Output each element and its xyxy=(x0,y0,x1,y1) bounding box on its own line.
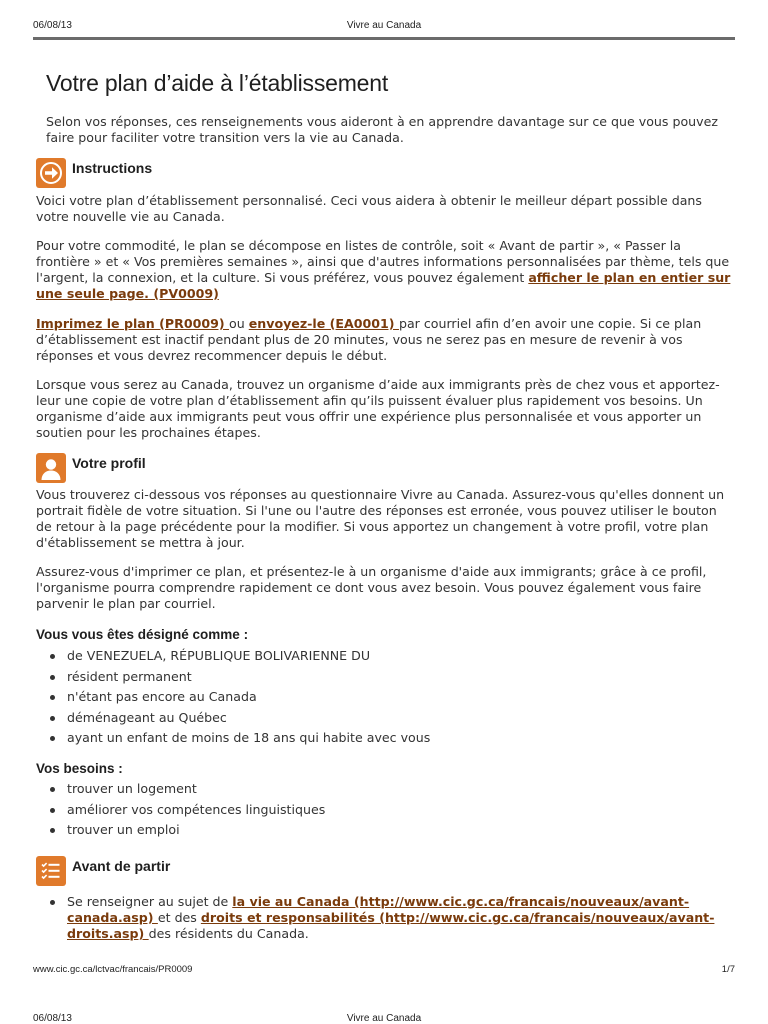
list-item-text: n'étant pas encore au Canada xyxy=(67,689,257,704)
before-leaving-title: Avant de partir xyxy=(72,858,171,874)
list-item xyxy=(36,669,736,690)
list-item xyxy=(36,781,736,802)
print-header xyxy=(0,0,768,36)
needs-list xyxy=(36,781,736,843)
print-title: Vivre au Canada xyxy=(346,20,422,31)
print-plan-link[interactable]: Imprimez le plan (PR0009) xyxy=(36,316,230,331)
list-item xyxy=(36,822,736,843)
print-footer xyxy=(33,964,735,975)
header-divider xyxy=(33,37,735,40)
list-item-text: des résidents du Canada. xyxy=(148,926,309,941)
next-page-title: Vivre au Canada xyxy=(346,1013,422,1024)
list-item xyxy=(36,802,736,823)
bullet-icon xyxy=(50,808,55,813)
list-item xyxy=(36,648,736,669)
bullet-icon xyxy=(50,716,55,721)
page-title: Votre plan d’aide à l’établissement xyxy=(46,70,389,96)
life-in-canada-link[interactable]: la vie au Canada (http://www.cic.gc.ca/francais/nouveaux/avant-canada.asp) xyxy=(67,894,690,925)
bullet-icon xyxy=(50,828,55,833)
list-item-text: et des xyxy=(157,910,201,925)
intro-text: Selon vos réponses, ces renseignements vous aideront à en apprendre davantage sur ce que vous pouvez faire pour faciliter votre transition vers la vie au Canada. xyxy=(46,114,718,145)
instructions-paragraph-4: Lorsque vous serez au Canada, trouvez un organisme d’aide aux immigrants près de chez vous et apportez-leur une copie de votre plan d’établissement afin qu’ils puissent évaluer plus rapidement vos besoins. Un organisme d’aide aux immigrants peut vous offrir une expérience plus personnalisée et vous apporter un soutien pour les prochaines étapes. xyxy=(36,377,720,440)
instructions-paragraph-2-text: Pour votre commodité, le plan se décompose en listes de contrôle, soit « Avant de partir », « Passer la frontière » et « Vos premières semaines », ainsi que d'autres informations personnalisées par thème, tels que l'argent, la connexion, et la culture. Si vous préférez, vous pouvez également xyxy=(36,238,730,285)
before-leaving-list xyxy=(36,894,736,942)
profile-paragraph-1: Vous trouverez ci-dessous vos réponses au questionnaire Vivre au Canada. Assurez-vous qu'elles donnent un portrait fidèle de votre situation. Si l'une ou l'autre des réponses est erronée, vous pouvez utiliser le bouton de retour à la page précédente pour la modifier. Si vous apportez un changement à votre profil, votre plan d'établissement se mettra à jour. xyxy=(36,487,725,550)
list-item-text: trouver un emploi xyxy=(67,822,180,837)
list-item-text: améliorer vos compétences linguistiques xyxy=(67,801,326,817)
list-item xyxy=(36,689,736,710)
print-date: 06/08/13 xyxy=(33,20,72,31)
list-item xyxy=(36,710,736,731)
bullet-icon xyxy=(50,675,55,680)
needs-heading: Vos besoins : xyxy=(36,761,123,776)
bullet-icon xyxy=(50,654,55,659)
email-plan-link[interactable]: envoyez-le (EA0001) xyxy=(248,316,399,331)
arrow-right-icon xyxy=(36,158,66,188)
profile-paragraph-2: Assurez-vous d'imprimer ce plan, et présentez-le à un organisme d'aide aux immigrants; grâce à ce profil, l'organisme pourra comprendre rapidement ce dont vous avez besoin. Vous pouvez également vous faire parvenir le plan par courriel. xyxy=(36,564,707,611)
list-item xyxy=(36,894,736,942)
list-item-text: déménageant au Québec xyxy=(67,709,227,725)
instructions-paragraph-1: Voici votre plan d’établissement personnalisé. Ceci vous aidera à obtenir le meilleur départ possible dans votre nouvelle vie au Canada. xyxy=(36,193,702,224)
list-item-text: ayant un enfant de moins de 18 ans qui habite avec vous xyxy=(67,730,431,745)
rights-responsibilities-link[interactable]: droits et responsabilités (http://www.cic.gc.ca/francais/nouveaux/avant-droits.asp) xyxy=(67,910,715,941)
list-item xyxy=(36,730,736,751)
page-number: 1/7 xyxy=(721,964,735,975)
bullet-icon xyxy=(50,736,55,741)
instructions-paragraph-3 xyxy=(36,316,736,364)
instructions-title: Instructions xyxy=(72,160,153,176)
designated-list xyxy=(36,648,736,751)
designated-heading: Vous vous êtes désigné comme : xyxy=(36,627,249,642)
view-full-plan-link[interactable]: afficher le plan en entier sur une seule page. (PV0009) xyxy=(36,270,731,301)
next-page-date: 06/08/13 xyxy=(33,1013,72,1024)
bullet-icon xyxy=(50,787,55,792)
list-item-text: résident permanent xyxy=(67,668,192,684)
checklist-icon xyxy=(36,856,66,886)
bullet-icon xyxy=(50,900,55,905)
or-text: ou xyxy=(229,316,249,331)
print-url: www.cic.gc.ca/lctvac/francais/PR0009 xyxy=(33,964,193,975)
profile-title: Votre profil xyxy=(72,455,146,471)
instructions-paragraph-2 xyxy=(36,238,736,302)
instructions-paragraph-3-text: par courriel afin d’en avoir une copie. Si ce plan d’établissement est inactif pendant plus de 20 minutes, vous ne serez pas en mesure de revenir à vos réponses et vous devrez recommencer depuis le début. xyxy=(36,316,702,363)
bullet-icon xyxy=(50,695,55,700)
list-item-text: trouver un logement xyxy=(67,781,197,796)
list-item-text: de VENEZUELA, RÉPUBLIQUE BOLIVARIENNE DU xyxy=(67,648,371,663)
list-item-text: Se renseigner au sujet de xyxy=(67,894,233,909)
user-icon xyxy=(36,453,66,483)
